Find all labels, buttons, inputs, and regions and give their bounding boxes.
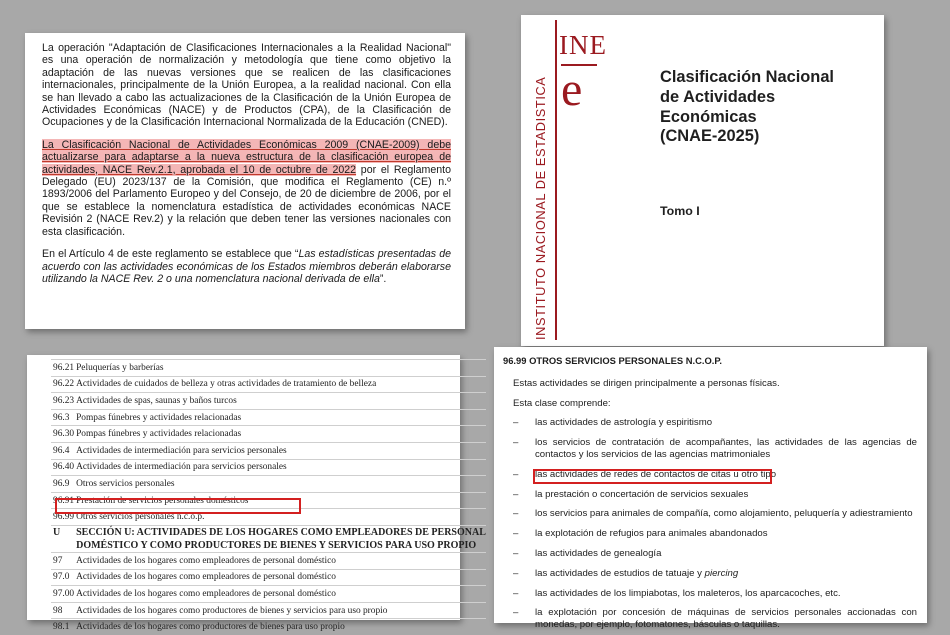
section-code-empty <box>51 539 74 553</box>
article-end: ”. <box>379 272 387 285</box>
table-row <box>51 409 486 426</box>
row-desc: Pompas fúnebres y actividades relacionadas <box>74 426 486 443</box>
list-item <box>513 548 917 560</box>
article-quote: Las estadísticas presentadas de acuerdo con las actividades económicas de los Estados miembros deberán elaborarse utilizando la NACE Rev. 2 o una nomenclatura nacional derivada de ella <box>42 248 451 285</box>
row-desc: Pompas fúnebres y actividades relacionadas <box>74 409 486 426</box>
ine-logo-e: e <box>561 63 583 116</box>
article-lead: En el Artículo 4 de este reglamento se establece que “ <box>42 248 299 261</box>
section-row <box>51 539 486 553</box>
item-text: las actividades de redes de contactos de citas u otro tipo <box>535 468 777 480</box>
dash: – <box>513 607 519 619</box>
ine-logo-top: INE <box>559 30 607 60</box>
dash: – <box>513 468 519 480</box>
section-title: SECCIÓN U: ACTIVIDADES DE LOS HOGARES COMO EMPLEADORES DE PERSONAL <box>76 526 486 538</box>
list-item <box>513 607 917 631</box>
table-row <box>51 376 486 393</box>
item-text: las actividades de astrología y espiritismo <box>535 417 713 429</box>
table-row <box>51 459 486 476</box>
row-code: 96.3 <box>51 409 74 426</box>
row-code: 96.4 <box>51 442 74 459</box>
table-row <box>51 552 486 569</box>
regulation-excerpt-panel <box>25 33 465 329</box>
dash: – <box>513 567 519 579</box>
section-title: DOMÉSTICO Y COMO PRODUCTORES DE BIENES Y SERVICIOS PARA USO PROPIO <box>76 539 477 551</box>
section-row <box>51 525 486 539</box>
row-desc: Otros servicios personales <box>74 476 486 493</box>
cover-title-line: Clasificación Nacional <box>660 68 834 86</box>
row-code: 98 <box>51 602 74 619</box>
row-code: 97.00 <box>51 586 74 603</box>
classification-table-panel <box>27 355 486 633</box>
list-item <box>513 437 917 461</box>
table-row <box>51 426 486 443</box>
dash: – <box>513 547 519 559</box>
table-row <box>51 569 486 586</box>
institute-vertical-label: INSTITUTO NACIONAL DE ESTADISTICA <box>533 76 548 340</box>
class-heading: 96.99 OTROS SERVICIOS PERSONALES N.C.O.P. <box>503 355 722 366</box>
list-item <box>513 528 917 540</box>
row-desc: Actividades de los hogares como empleadores de personal doméstico <box>74 552 486 569</box>
highlighted-text: La Clasificación Nacional de Actividades Económicas 2009 (CNAE-2009) debe actualizarse para adaptarse a la nueva estructura de la clasificación europea de actividades, NACE Rev.2.1, aprobada el 10 de octubre de 2022 <box>42 138 451 176</box>
activity-list <box>503 417 917 631</box>
list-item <box>513 489 917 501</box>
row-desc: Actividades de los hogares como empleadores de personal doméstico <box>74 569 486 586</box>
row-code: 98.1 <box>51 619 74 635</box>
row-desc: Actividades de spas, saunas y baños turcos <box>74 393 486 410</box>
cover-title <box>660 68 834 147</box>
row-desc: Actividades de cuidados de belleza y otras actividades de tratamiento de belleza <box>74 376 486 393</box>
cover-title-line: de Actividades <box>660 87 776 106</box>
row-desc: Actividades de los hogares como productores de bienes para uso propio <box>74 619 486 635</box>
row-desc: Prestación de servicios personales domésticos <box>74 492 486 509</box>
item-italic: piercing <box>704 567 739 579</box>
regulation-text: por el Reglamento Delegado (EU) 2023/137 de la Comisión, que modifica el Reglamento (CE) n.º 1893/2006 del Parlamento Europeo y del Consejo, de 20 de diciembre de 2006, por el que se establece la nomenclatura estadística de actividades económicas NACE Revisión 2 (NACE Rev.2) y la relación que deben tener las versiones nacionales con esta clasificación. <box>42 163 451 238</box>
classification-table <box>51 359 486 635</box>
row-desc: Otros servicios personales n.c.o.p. <box>74 509 486 526</box>
class-intro: Estas actividades se dirigen principalmente a personas físicas. <box>513 377 780 389</box>
highlight-box-96-99 <box>55 498 301 514</box>
list-item <box>513 588 917 600</box>
cnae-cover-panel <box>521 15 884 346</box>
row-desc: Actividades de intermediación para servicios personales <box>74 442 486 459</box>
item-text: la explotación por concesión de máquinas de servicios personales accionadas con monedas, por ejemplo, fotomatones, básculas o taquillas. <box>535 607 917 631</box>
cover-title-line: Económicas <box>660 107 757 126</box>
article-paragraph <box>42 248 451 285</box>
table-row <box>51 602 486 619</box>
row-desc: Actividades de los hogares como empleadores de personal doméstico <box>74 586 486 603</box>
row-code: 96.99 <box>51 509 74 526</box>
cnae-update-paragraph <box>42 139 451 238</box>
section-code: U <box>51 525 74 539</box>
dash: – <box>513 587 519 599</box>
table-row <box>51 393 486 410</box>
dash: – <box>513 417 519 429</box>
table-row <box>51 476 486 493</box>
dash: – <box>513 528 519 540</box>
table-row <box>51 442 486 459</box>
item-text: las actividades de genealogía <box>535 547 662 559</box>
item-text: los servicios para animales de compañía, como alojamiento, peluquería y adiestramiento <box>535 508 913 520</box>
dash: – <box>513 488 519 500</box>
row-code: 97 <box>51 552 74 569</box>
table-row <box>51 586 486 603</box>
row-desc: Actividades de los hogares como productores de bienes y servicios para uso propio <box>74 602 486 619</box>
list-item <box>513 508 917 520</box>
dash: – <box>513 508 519 520</box>
item-text: las actividades de estudios de tatuaje y <box>535 567 705 579</box>
class-description-panel <box>494 347 927 631</box>
row-code: 96.30 <box>51 426 74 443</box>
cover-title-line: (CNAE-2025) <box>660 127 760 146</box>
class-comprises: Esta clase comprende: <box>513 397 611 409</box>
row-desc: Actividades de intermediación para servicios personales <box>74 459 486 476</box>
item-text: la explotación de refugios para animales abandonados <box>535 528 768 540</box>
row-code: 96.40 <box>51 459 74 476</box>
dash: – <box>513 437 519 449</box>
item-text: los servicios de contratación de acompañantes, las actividades de las agencias de contactos y los servicios de las agencias matrimoniales <box>535 437 917 460</box>
row-code: 97.0 <box>51 569 74 586</box>
volume-label: Tomo I <box>660 204 700 218</box>
intro-paragraph: La operación "Adaptación de Clasificaciones Internacionales a la Realidad Nacional" es una operación de normalización y metodología que tiene como objetivo la adaptación de las nuevas versiones que se realicen de las clasificaciones internacionales, principalmente de la Unión Europea, a la realidad nacional. Con ella se han llevado a cabo las actualizaciones de la Clasificación de la Unión Europea de Actividades Económicas (NACE) y de Productos (CPA), de la Clasificación de Ocupaciones y de la Clasificación Internacional Normalizada de la Educación (CNED). <box>42 42 451 129</box>
row-code: 96.22 <box>51 376 74 393</box>
item-text: las actividades de los limpiabotas, los maleteros, los aparcacoches, etc. <box>535 587 841 599</box>
row-desc: Peluquerías y barberías <box>74 360 486 377</box>
table-row <box>51 619 486 635</box>
item-text: la prestación o concertación de servicios sexuales <box>535 488 749 500</box>
row-code: 96.21 <box>51 360 74 377</box>
row-code: 96.91 <box>51 492 74 509</box>
list-item <box>513 417 917 429</box>
cover-divider-line <box>555 20 557 340</box>
table-row <box>51 360 486 377</box>
row-code: 96.9 <box>51 476 74 493</box>
highlight-box-sexual-services <box>533 469 772 484</box>
list-item <box>513 568 917 580</box>
row-code: 96.23 <box>51 393 74 410</box>
